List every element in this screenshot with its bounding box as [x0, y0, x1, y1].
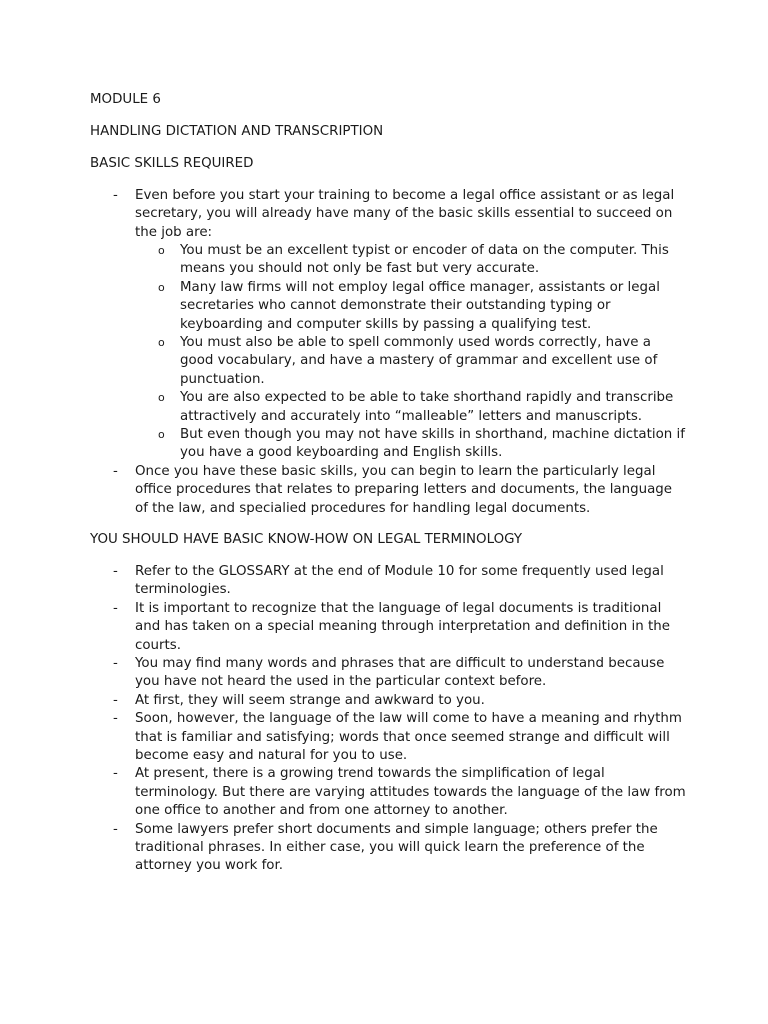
list-item: - Soon, however, the language of the law will come to have a meaning and rhythm that is familiar and satisfying; words that once seemed strange and difficult will become easy and natural for you to use.	[135, 710, 688, 765]
skills-sublist	[135, 242, 688, 463]
list-item: - At first, they will seem strange and awkward to you.	[135, 692, 688, 710]
skills-list	[90, 187, 688, 518]
list-item: - At present, there is a growing trend towards the simplification of legal terminology. But there are varying attitudes towards the language of the law from one office to another and from one attorney to another.	[135, 765, 688, 820]
sub-list-item: o You must also be able to spell commonly used words correctly, have a good vocabulary, and have a mastery of grammar and excellent use of punctuation.	[180, 334, 688, 389]
sub-list-item: o Many law firms will not employ legal office manager, assistants or legal secretaries who cannot demonstrate their outstanding typing or keyboarding and computer skills by passing a qualifying test.	[180, 279, 688, 334]
list-item: - Once you have these basic skills, you can begin to learn the particularly legal office procedures that relates to preparing letters and documents, the language of the law, and specialied procedures for handling legal documents.	[135, 463, 688, 518]
list-item	[135, 187, 688, 463]
list-item: - Some lawyers prefer short documents and simple language; others prefer the traditional phrases. In either case, you will quick learn the preference of the attorney you work for.	[135, 821, 688, 876]
list-item: - Refer to the GLOSSARY at the end of Module 10 for some frequently used legal terminologies.	[135, 563, 688, 600]
module-heading: MODULE 6	[90, 92, 161, 107]
skills-intro: Even before you start your training to become a legal office assistant or as legal secretary, you will already have many of the basic skills essential to succeed on the job are:	[135, 187, 675, 240]
sub-list-item: o But even though you may not have skills in shorthand, machine dictation if you have a good keyboarding and English skills.	[180, 426, 688, 463]
sub-list-item: o You must be an excellent typist or encoder of data on the computer. This means you should not only be fast but very accurate.	[180, 242, 688, 279]
skills-heading: BASIC SKILLS REQUIRED	[90, 155, 254, 171]
document-title: HANDLING DICTATION AND TRANSCRIPTION	[90, 123, 384, 139]
terminology-heading: YOU SHOULD HAVE BASIC KNOW-HOW ON LEGAL TERMINOLOGY	[90, 532, 523, 548]
list-item: - It is important to recognize that the language of legal documents is traditional and has taken on a special meaning through interpretation and definition in the courts.	[135, 600, 688, 655]
sub-list-item: o You are also expected to be able to take shorthand rapidly and transcribe attractively and accurately into “malleable” letters and manuscripts.	[180, 389, 688, 426]
terminology-list	[90, 563, 688, 876]
list-item: - You may find many words and phrases that are difficult to understand because you have not heard the used in the particular context before.	[135, 655, 688, 692]
